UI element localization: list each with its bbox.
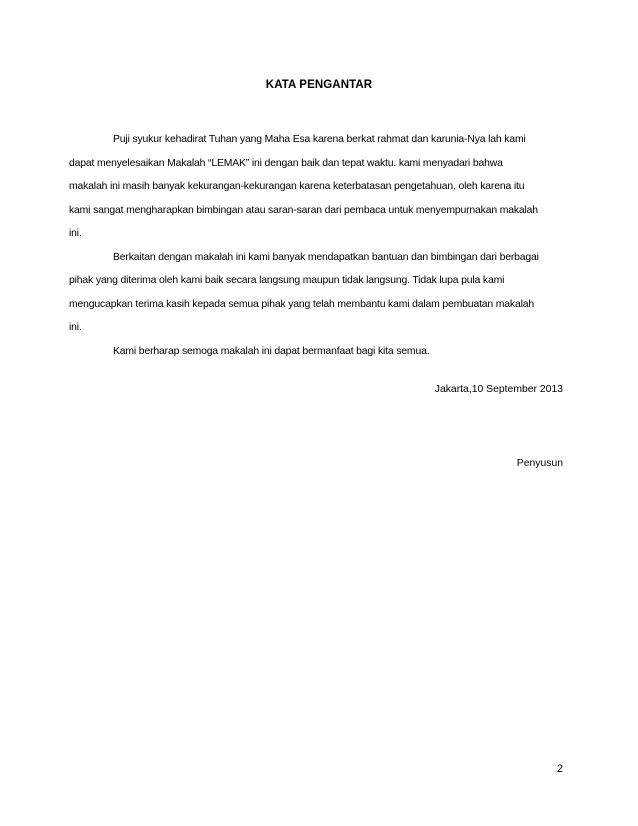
paragraph-line: Puji syukur kehadirat Tuhan yang Maha Esa karena berkat rahmat dan karunia-Nya lah kami <box>113 134 526 145</box>
page-number: 2 <box>556 763 563 775</box>
paragraph-line: Berkaitan dengan makalah ini kami banyak mendapatkan bantuan dan bimbingan dari berbagai <box>113 251 539 263</box>
paragraph-line: mengucapkan terima kasih kepada semua pihak yang telah membantu kami dalam pembuatan makalah <box>69 298 535 310</box>
paragraph-2 <box>69 246 569 340</box>
place-date: Jakarta,10 September 2013 <box>434 384 563 395</box>
author-signature: Penyusun <box>516 458 563 469</box>
paragraph-line: kami sangat mengharapkan bimbingan atau saran-saran dari pembaca untuk menyempurnakan makalah <box>69 204 538 216</box>
paragraph-line: Kami berharap semoga makalah ini dapat bermanfaat bagi kita semua. <box>113 345 430 357</box>
paragraph-line: ini. <box>69 228 82 239</box>
paragraph-3 <box>69 340 569 364</box>
paragraph-1 <box>69 128 569 246</box>
paragraph-line: makalah ini masih banyak kekurangan-kekurangan karena keterbatasan pengetahuan, oleh karena itu <box>69 181 525 192</box>
preface-body <box>69 128 569 363</box>
paragraph-line: pihak yang diterima oleh kami baik secara langsung maupun tidak langsung. Tidak lupa pula kami <box>69 275 505 286</box>
paragraph-line: dapat menyelesaikan Makalah “LEMAK” ini dengan baik dan tepat waktu. kami menyadari bahwa <box>69 157 503 169</box>
paragraph-line: ini. <box>69 322 82 333</box>
page-title: KATA PENGANTAR <box>265 79 373 91</box>
